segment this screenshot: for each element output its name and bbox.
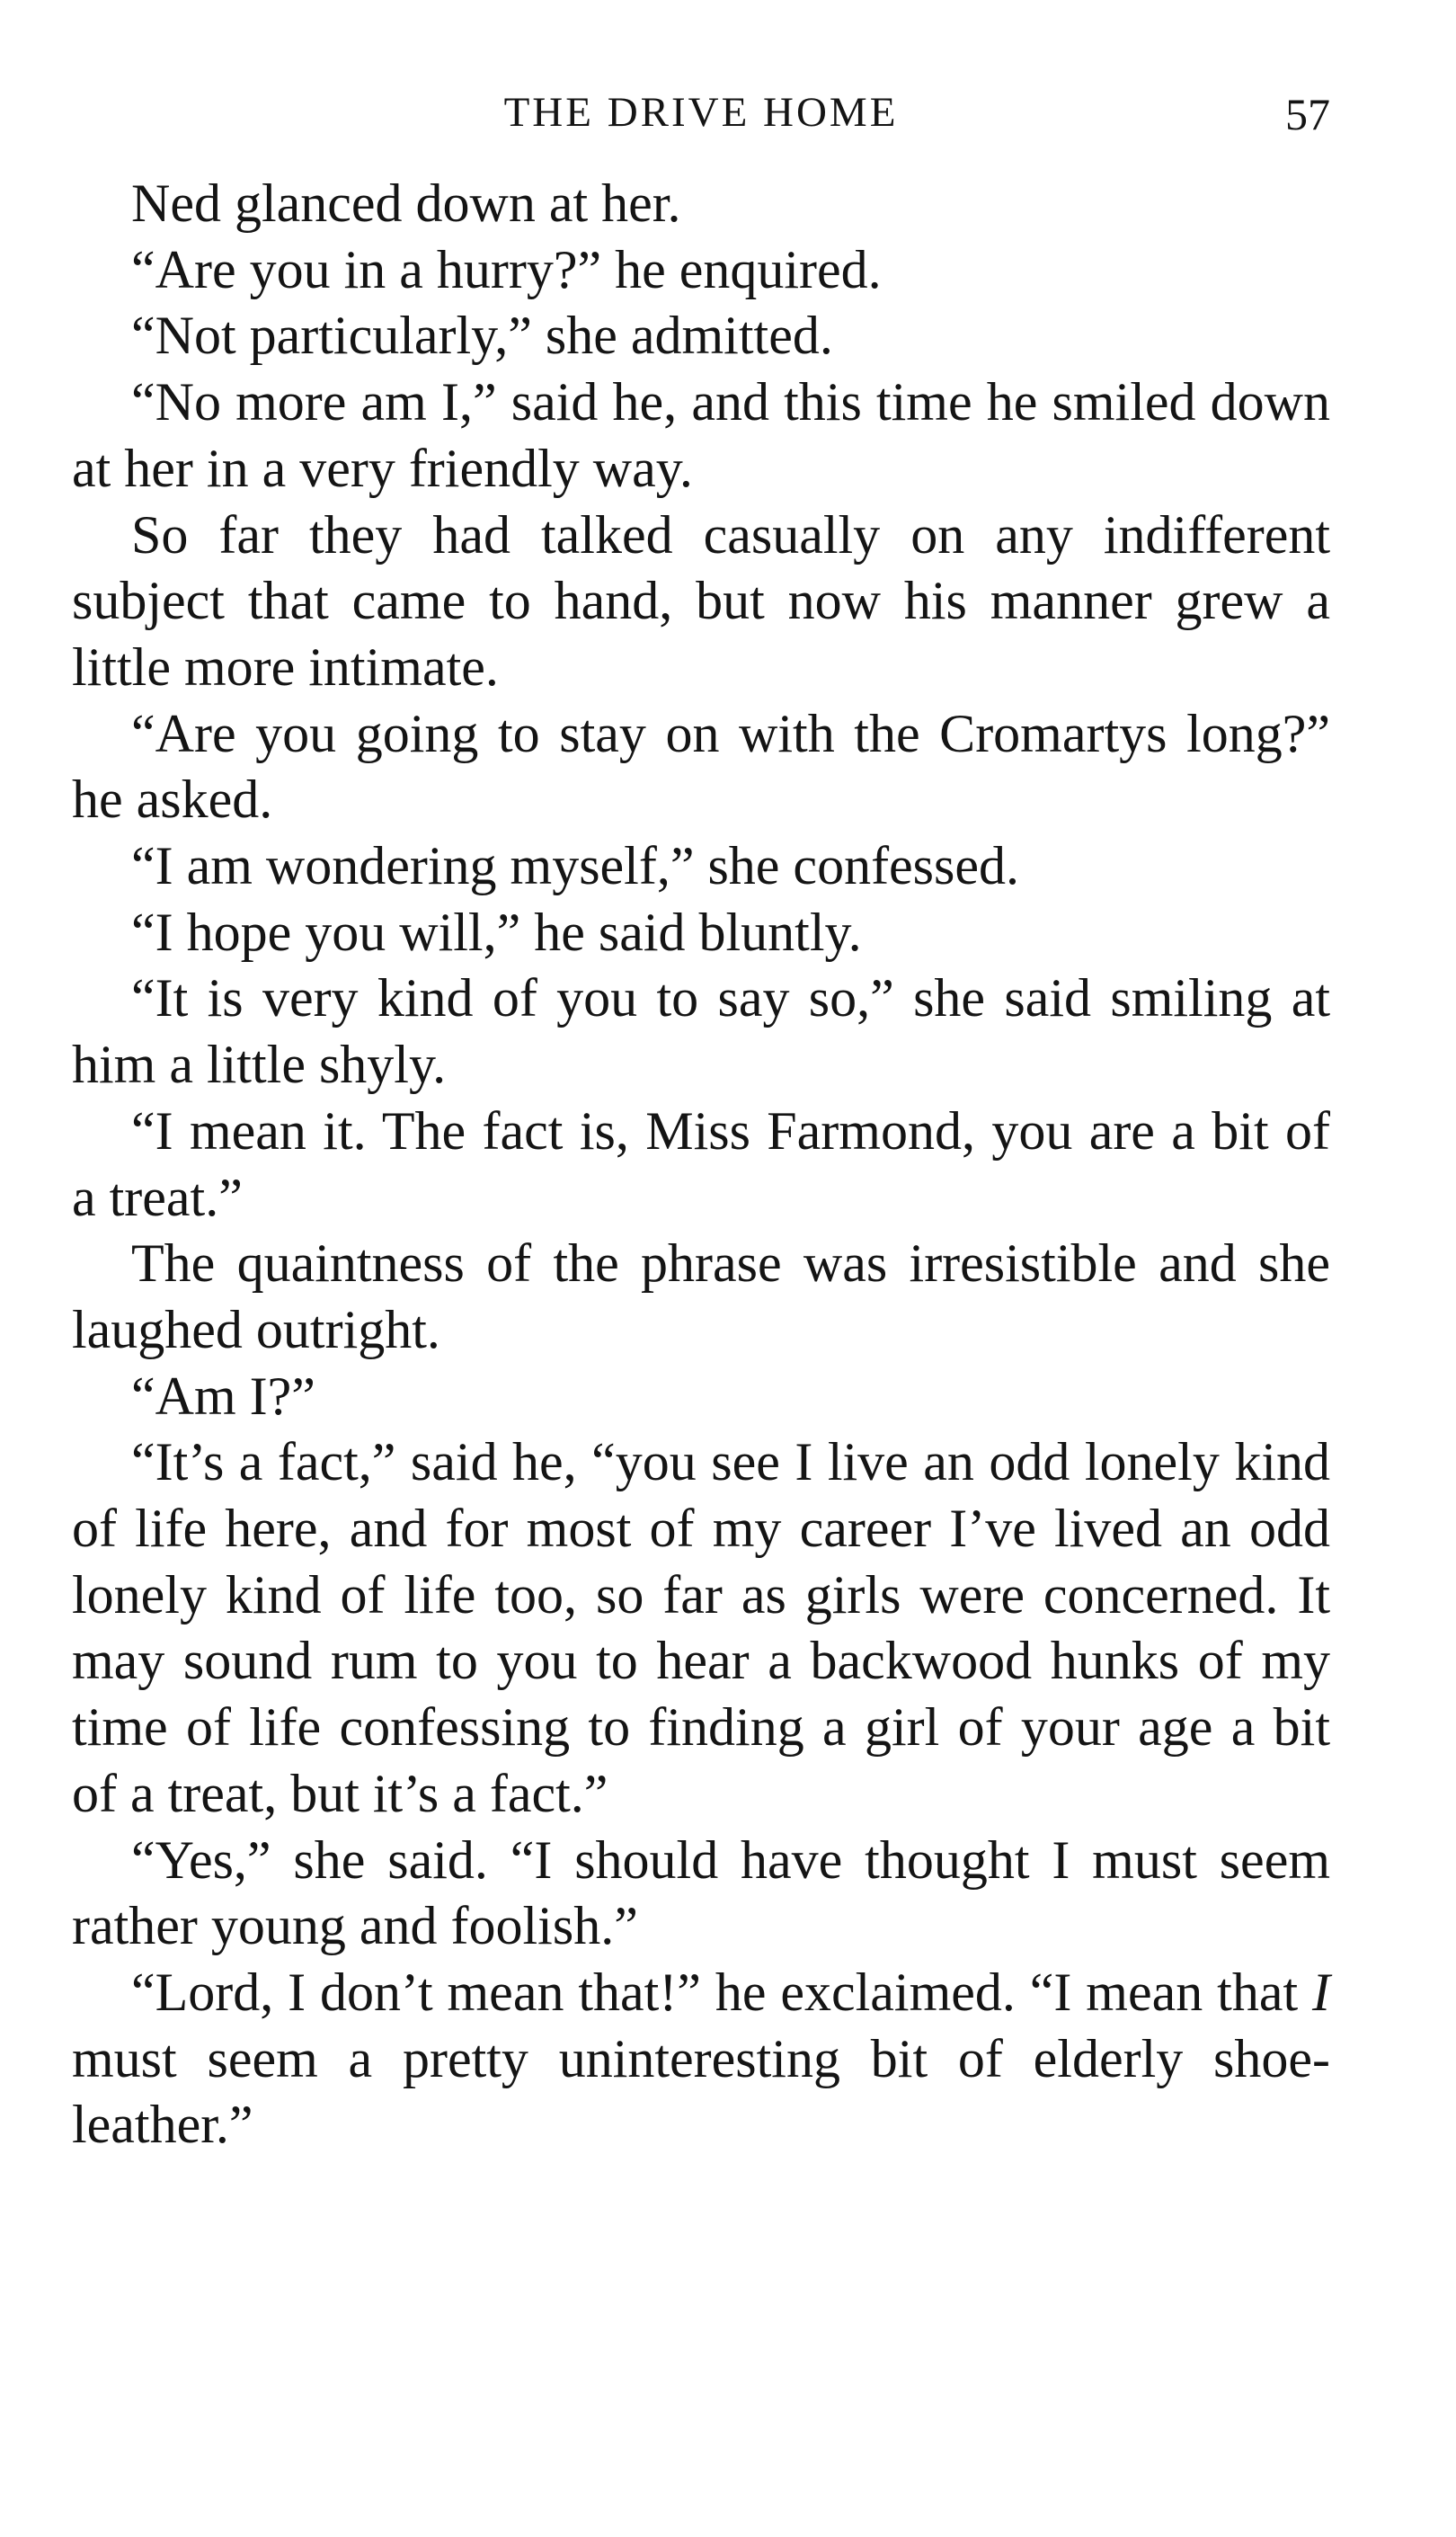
body-text — [72, 171, 1330, 2159]
paragraph: So far they had talked casually on any indifferent subject that came to hand, but now his manner grew a little more intimate. — [72, 504, 1330, 697]
paragraph-last — [72, 1960, 1330, 2159]
emphasized-word: I — [1312, 1962, 1330, 2022]
paragraph: “I mean it. The fact is, Miss Farmond, you are a bit of a treat.” — [72, 1100, 1330, 1227]
paragraph: “It is very kind of you to say so,” she said smiling at him a little shyly. — [72, 968, 1330, 1095]
paragraph: “I hope you will,” he said bluntly. — [131, 902, 862, 962]
paragraph: “It’s a fact,” said he, “you see I live an odd lonely kind of life here, and for most of my career I’ve lived an odd lonely kind of life too, so far as girls were concerned. It may sound rum to you to hear a backwood hunks of my time of life confessing to finding a girl of your age a bit of a treat, but it’s a fact.” — [72, 1432, 1330, 1823]
paragraph: “Are you in a hurry?” he enquired. — [131, 239, 882, 299]
paragraph: “Am I?” — [131, 1366, 315, 1426]
paragraph-text-before: “Lord, I don’t mean that!” he exclaimed. “I mean that — [131, 1962, 1313, 2022]
paragraph: “No more am I,” said he, and this time he smiled down at her in a very friendly way. — [72, 372, 1330, 498]
page-header — [72, 88, 1330, 151]
paragraph: “Yes,” she said. “I should have thought I must seem rather young and foolish.” — [72, 1829, 1330, 1956]
running-head: THE DRIVE HOME — [503, 89, 899, 136]
page-number: 57 — [1285, 89, 1330, 139]
paragraph: “I am wondering myself,” she confessed. — [131, 836, 1020, 896]
paragraph-text-after: must seem a pretty uninteresting bit of elderly shoe-leather.” — [72, 2028, 1330, 2155]
paragraph: “Not particularly,” she admitted. — [131, 306, 833, 366]
paragraph: The quaintness of the phrase was irresistible and she laughed outright. — [72, 1233, 1330, 1359]
paragraph: Ned glanced down at her. — [131, 174, 681, 233]
paragraph: “Are you going to stay on with the Cromartys long?” he asked. — [72, 703, 1330, 830]
